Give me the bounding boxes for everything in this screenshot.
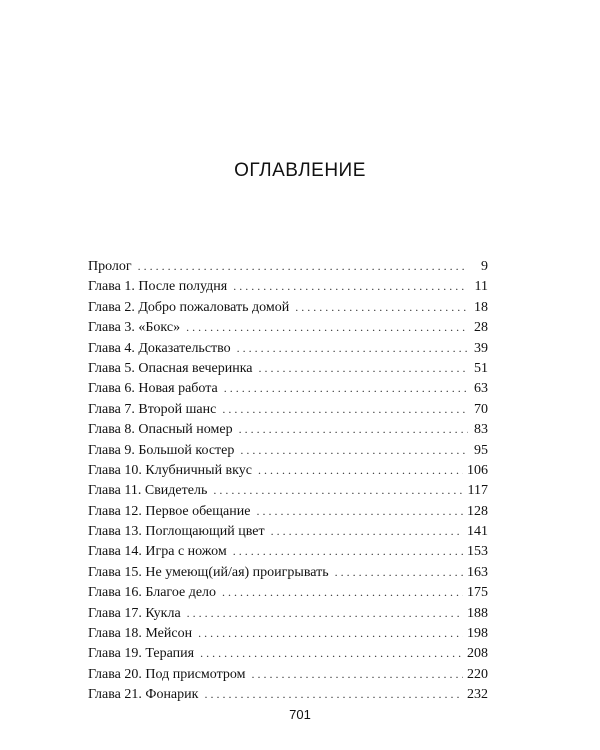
toc-entry-page: 51: [474, 360, 488, 376]
toc-leader-dots: [271, 521, 463, 541]
toc-entry[interactable]: [88, 256, 488, 276]
toc-entry-page: 188: [467, 605, 488, 621]
toc-entry-page: 70: [474, 401, 488, 417]
toc-entry-title: Глава 1. После полудня: [88, 279, 228, 295]
toc-entry[interactable]: [88, 297, 488, 317]
toc-entry-title: Глава 20. Под присмотром: [88, 666, 246, 682]
toc-entry-page: 28: [474, 320, 488, 336]
toc-entry-page: 63: [474, 381, 488, 397]
toc-leader-dots: [251, 664, 463, 684]
toc-entry-page: 95: [474, 442, 488, 458]
toc-entry-page: 220: [467, 666, 488, 682]
toc-entry[interactable]: [88, 338, 488, 358]
toc-leader-dots: [259, 358, 469, 378]
toc-entry-page: 39: [474, 340, 488, 356]
toc-leader-dots: [213, 480, 463, 500]
toc-entry-title: Глава 15. Не умеющ(ий/ая) проигрывать: [88, 564, 329, 580]
toc-leader-dots: [138, 256, 468, 276]
toc-entry-title: Глава 3. «Бокс»: [88, 320, 181, 336]
toc-entry-title: Глава 7. Второй шанс: [88, 401, 217, 417]
toc-leader-dots: [239, 419, 468, 439]
toc-entry-page: 11: [474, 279, 488, 295]
toc-entry-title: Глава 21. Фонарик: [88, 687, 199, 703]
toc-entry[interactable]: [88, 562, 488, 582]
toc-entry-page: 198: [467, 626, 488, 642]
toc-leader-dots: [233, 541, 463, 561]
toc-entry-page: 128: [467, 503, 488, 519]
toc-leader-dots: [295, 297, 468, 317]
toc-entry[interactable]: [88, 378, 488, 398]
toc-entry-title: Глава 9. Большой костер: [88, 442, 235, 458]
toc-entry[interactable]: [88, 582, 488, 602]
toc-entry-page: 175: [467, 585, 488, 601]
toc-entry[interactable]: [88, 358, 488, 378]
toc-entry-title: Глава 12. Первое обещание: [88, 503, 251, 519]
toc-leader-dots: [240, 440, 468, 460]
toc-entry-title: Глава 13. Поглощающий цвет: [88, 524, 265, 540]
toc-entry[interactable]: [88, 480, 488, 500]
toc-entry-page: 153: [467, 544, 488, 560]
toc-entry-title: Глава 17. Кукла: [88, 605, 181, 621]
toc-entry-title: Глава 14. Игра с ножом: [88, 544, 227, 560]
toc-entry-page: 9: [481, 259, 488, 274]
toc-entry-page: 208: [467, 646, 488, 662]
toc-entry-title: Глава 11. Свидетель: [88, 483, 208, 499]
toc-entry-page: 18: [474, 299, 488, 315]
page-number: 701: [289, 707, 311, 722]
toc-entry[interactable]: [88, 440, 488, 460]
toc-leader-dots: [222, 582, 463, 602]
toc-leader-dots: [204, 684, 463, 704]
toc-entry[interactable]: [88, 603, 488, 623]
toc-leader-dots: [222, 399, 468, 419]
toc-entry[interactable]: [88, 419, 488, 439]
toc-entry-title: Глава 5. Опасная вечеринка: [88, 360, 253, 376]
toc-leader-dots: [233, 276, 468, 296]
toc-entry-page: 83: [474, 422, 488, 438]
toc-entry-title: Глава 16. Благое дело: [88, 585, 217, 601]
toc-entry-title: Глава 19. Терапия: [88, 646, 195, 662]
toc-leader-dots: [200, 643, 463, 663]
toc-leader-dots: [186, 317, 468, 337]
toc-leader-dots: [198, 623, 463, 643]
toc-entry[interactable]: [88, 643, 488, 663]
toc-leader-dots: [258, 460, 463, 480]
toc-entry[interactable]: [88, 276, 488, 296]
toc-entry[interactable]: [88, 541, 488, 561]
toc-entry[interactable]: [88, 399, 488, 419]
toc-entry-title: Глава 8. Опасный номер: [88, 422, 233, 438]
toc-entry-title: Глава 2. Добро пожаловать домой: [88, 299, 290, 315]
toc-entry[interactable]: [88, 664, 488, 684]
toc-entry-page: 141: [467, 524, 488, 540]
table-of-contents: [88, 256, 488, 705]
page-title: ОГЛАВЛЕНИЕ: [234, 160, 366, 181]
toc-entry[interactable]: [88, 317, 488, 337]
toc-leader-dots: [187, 603, 463, 623]
toc-entry-title: Глава 10. Клубничный вкус: [88, 462, 252, 478]
toc-entry-page: 117: [467, 483, 488, 499]
toc-entry[interactable]: [88, 501, 488, 521]
toc-leader-dots: [335, 562, 463, 582]
toc-leader-dots: [237, 338, 468, 358]
toc-entry[interactable]: [88, 684, 488, 704]
toc-entry[interactable]: [88, 623, 488, 643]
toc-entry-title: Глава 18. Мейсон: [88, 626, 193, 642]
toc-leader-dots: [224, 378, 468, 398]
toc-entry-page: 232: [467, 687, 488, 703]
toc-leader-dots: [256, 501, 463, 521]
toc-entry-page: 163: [467, 564, 488, 580]
toc-entry-title: Пролог: [88, 259, 132, 274]
toc-entry-title: Глава 6. Новая работа: [88, 381, 218, 397]
toc-entry-title: Глава 4. Доказательство: [88, 340, 231, 356]
toc-entry[interactable]: [88, 521, 488, 541]
toc-entry[interactable]: [88, 460, 488, 480]
toc-entry-page: 106: [467, 462, 488, 478]
